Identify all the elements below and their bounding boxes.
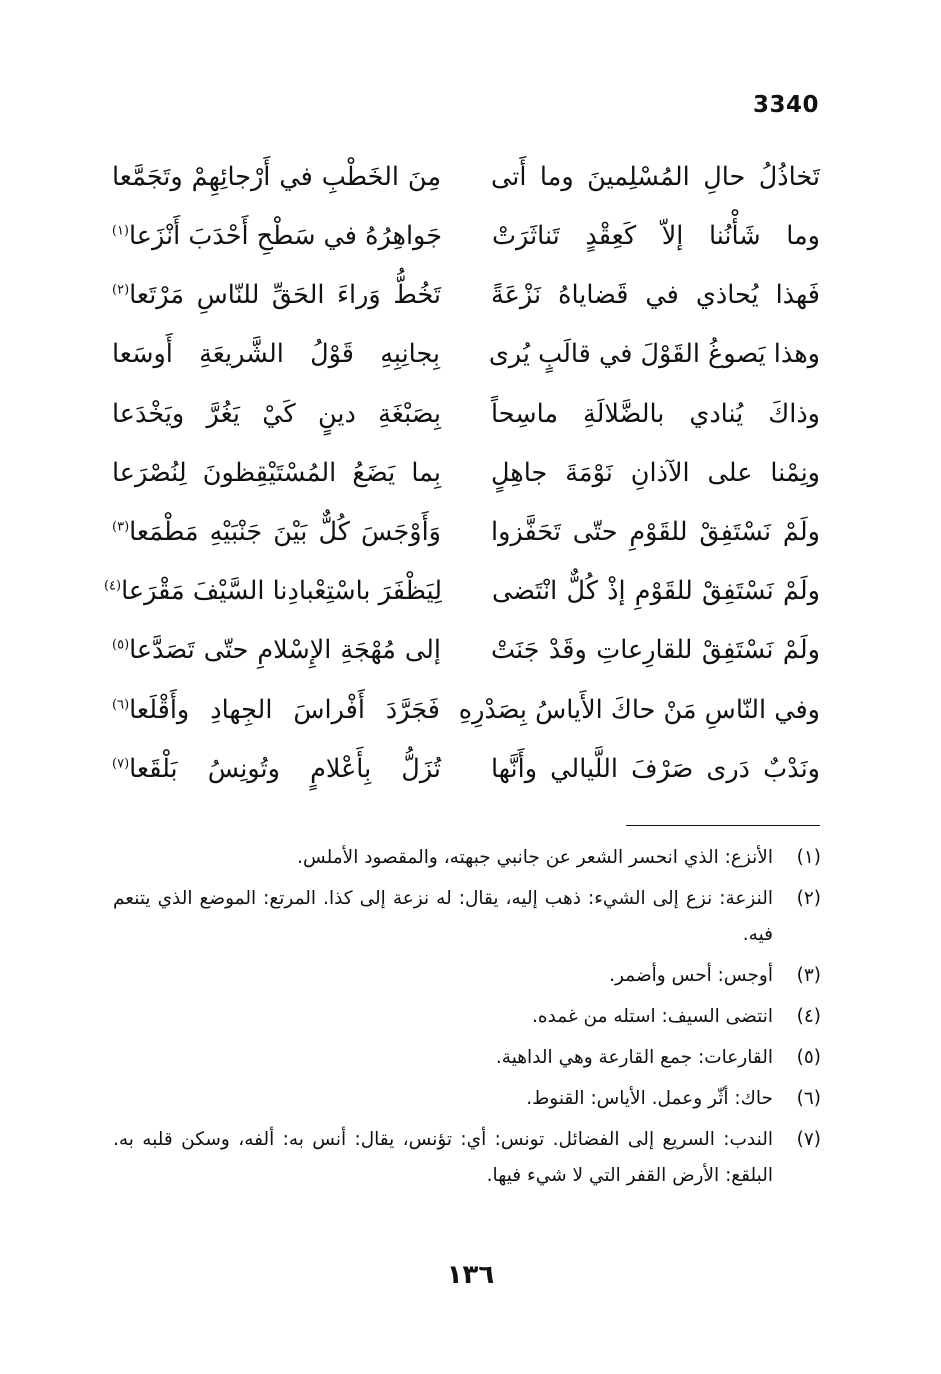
footnote-text: حاك: أثّر وعمل. الأياس: القنوط. [526, 1088, 773, 1109]
footnote-number: (٤) [796, 1006, 821, 1027]
poem [103, 148, 820, 799]
footnote [113, 999, 821, 1035]
verse-first-hemistich: ونَدْبٌ دَرى صَرْفَ اللَّيالي وأَنَّها [491, 753, 820, 784]
verse-second-hemistich [112, 457, 441, 488]
verse-first-hemistich: وهذا يَصوغُ القَوْلَ في قالَبٍ يُرى [488, 339, 820, 370]
footnote-text: أوجس: أحس وأضمر. [609, 965, 773, 986]
verse-line [112, 622, 820, 681]
verse-second-hemistich-text: وَأَوْجَسَ كُلٌّ بَيْنَ جَنْبَيْهِ مَطْمَعا [129, 516, 441, 547]
footnote [113, 881, 821, 953]
footnote-text: الندب: السريع إلى الفضائل. تونس: أي: تؤنس، يقال: أنس به: ألفه، وسكن قلبه به. البلقع: الأرض القفر التي لا شيء فيها. [113, 1129, 773, 1186]
verse-first-hemistich: فَهذا يُحاذي في قَضاياهُ نَزْعَةً [491, 280, 820, 311]
footnote [113, 1122, 821, 1194]
verse-second-hemistich [112, 398, 441, 429]
verse-second-hemistich [112, 516, 441, 547]
verse-line [112, 740, 820, 799]
verse-first-hemistich: ونِمْنا على الآذانِ نَوْمَةَ جاهِلٍ [491, 457, 820, 488]
verse-second-hemistich-text: مِنَ الخَطْبِ في أَرْجائِهِمْ وتَجَمَّعا [112, 161, 441, 192]
verse-second-hemistich-text: لِيَظْفَرَ باسْتِعْبادِنا السَّيْفَ مَقْرَعا [121, 576, 442, 607]
footnote [113, 840, 821, 876]
page-code: 3340 [752, 92, 819, 118]
footnotes [113, 840, 821, 1199]
footnote [113, 1081, 821, 1117]
verse-second-hemistich-text: فَجَرَّدَ أَفْراسَ الجِهادِ وأَقْلَعا [129, 694, 440, 725]
verse-first-hemistich: وما شَأْنُنا إلاّ كَعِقْدٍ تَناثَرَتْ [492, 221, 820, 252]
verse-first-hemistich: ولَمْ نَسْتَفِقْ للقَوْمِ حتّى تَحَفَّزوا [491, 516, 820, 547]
footnote-marker: (٦) [112, 697, 130, 713]
footnote-marker: (١) [111, 223, 129, 239]
page-number: ١٣٦ [446, 1260, 495, 1290]
verse-second-hemistich [103, 576, 442, 607]
verse-line [112, 266, 820, 325]
footnote-divider [626, 825, 820, 826]
footnote-number: (٧) [796, 1129, 821, 1150]
footnote-text: القارعات: جمع القارعة وهي الداهية. [495, 1047, 773, 1068]
footnote-number: (٢) [796, 888, 821, 909]
footnote-text: الأنزع: الذي انحسر الشعر عن جانبي جبهته، والمقصود الأملس. [297, 847, 773, 868]
verse-second-hemistich-text: إلى مُهْجَةِ الإِسْلامِ حتّى تَصَدَّعا [129, 635, 441, 666]
footnote-marker: (٧) [112, 756, 130, 772]
verse-second-hemistich-text: تَخُطُّ وَراءَ الحَقِّ للنّاسِ مَرْتَعا [129, 280, 441, 311]
verse-second-hemistich [111, 221, 442, 252]
footnote-marker: (٢) [112, 282, 130, 298]
verse-line [112, 681, 820, 740]
verse-line [112, 444, 820, 503]
verse-second-hemistich [112, 753, 441, 784]
verse-second-hemistich-text: جَواهِرُهُ في سَطْحِ أَحْدَبَ أَنْزَعا [129, 221, 442, 252]
verse-first-hemistich: وفي النّاسِ مَنْ حاكَ الأَياسُ بِصَدْرِهِ [458, 694, 820, 725]
verse-second-hemistich-text: تُزَلُّ بِأَعْلامٍ وتُونِسُ بَلْقَعا [129, 753, 441, 784]
footnote-text: النزعة: نزع إلى الشيء: ذهب إليه، يقال: له نزعة إلى كذا. المرتع: الموضع الذي يتنعم فيه. [113, 888, 773, 945]
verse-first-hemistich: ولَمْ نَسْتَفِقْ للقارِعاتِ وقَدْ جَنَتْ [491, 635, 820, 666]
verse-line [112, 207, 820, 266]
verse-second-hemistich [112, 339, 440, 370]
verse-line [112, 503, 820, 562]
verse-second-hemistich-text: بِجانِبِهِ قَوْلُ الشَّريعَةِ أَوسَعا [112, 339, 440, 370]
verse-second-hemistich [112, 694, 440, 725]
footnote-number: (٥) [796, 1047, 821, 1068]
verse-second-hemistich-text: بِصَبْغَةِ دينٍ كَيْ يَغُرَّ ويَخْدَعا [112, 398, 441, 429]
verse-second-hemistich [112, 635, 441, 666]
verse-first-hemistich: ولَمْ نَسْتَفِقْ للقَوْمِ إذْ كُلٌّ انْتَضى [492, 576, 820, 607]
footnote-number: (٣) [796, 965, 821, 986]
verse-line [112, 148, 820, 207]
footnote [113, 958, 821, 994]
verse-line [112, 385, 820, 444]
footnote-marker: (٤) [103, 578, 122, 594]
verse-line [112, 326, 820, 385]
footnote-number: (١) [796, 847, 821, 868]
footnote-marker: (٣) [112, 519, 130, 535]
verse-first-hemistich: تَخاذُلُ حالِ المُسْلِمينَ وما أَتى [491, 161, 820, 192]
verse-first-hemistich: وذاكَ يُنادي بالضَّلالَةِ ماسِحاً [491, 398, 820, 429]
footnote [113, 1040, 821, 1076]
verse-second-hemistich [112, 161, 441, 192]
verse-second-hemistich-text: بِما يَضَعُ المُسْتَيْقِظونَ لِنُصْرَعا [112, 457, 441, 488]
footnote-text: انتضى السيف: استله من غمده. [531, 1006, 773, 1027]
footnote-number: (٦) [796, 1088, 821, 1109]
footnote-marker: (٥) [112, 637, 130, 653]
verse-line [103, 562, 820, 621]
verse-second-hemistich [112, 280, 441, 311]
